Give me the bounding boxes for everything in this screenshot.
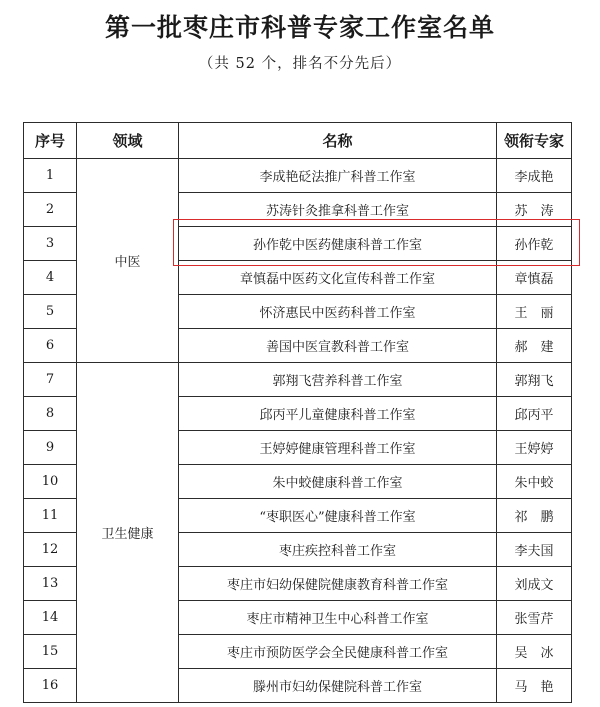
studio-name-cell: 善国中医宣教科普工作室 bbox=[179, 329, 497, 363]
expert-cell: 郭翔飞 bbox=[497, 363, 572, 397]
serial-cell: 1 bbox=[24, 159, 77, 193]
studio-name-cell: “枣职医心”健康科普工作室 bbox=[179, 499, 497, 533]
expert-cell: 苏 涛 bbox=[497, 193, 572, 227]
header-serial: 序号 bbox=[24, 123, 77, 159]
serial-cell: 11 bbox=[24, 499, 77, 533]
studio-name-cell: 滕州市妇幼保健院科普工作室 bbox=[179, 669, 497, 703]
table-body bbox=[24, 159, 572, 703]
serial-cell: 3 bbox=[24, 227, 77, 261]
serial-cell: 8 bbox=[24, 397, 77, 431]
serial-cell: 12 bbox=[24, 533, 77, 567]
expert-cell: 吴 冰 bbox=[497, 635, 572, 669]
document-subtitle: （共 52 个，排名不分先后） bbox=[198, 56, 402, 72]
field-cell: 卫生健康 bbox=[77, 363, 179, 703]
header-field: 领域 bbox=[77, 123, 179, 159]
expert-cell: 孙作乾 bbox=[497, 227, 572, 261]
studio-name-cell: 枣庄市精神卫生中心科普工作室 bbox=[179, 601, 497, 635]
serial-cell: 7 bbox=[24, 363, 77, 397]
expert-cell: 郝 建 bbox=[497, 329, 572, 363]
serial-cell: 6 bbox=[24, 329, 77, 363]
table-row bbox=[24, 159, 572, 193]
studio-name-cell: 郭翔飞营养科普工作室 bbox=[179, 363, 497, 397]
header-expert: 领衔专家 bbox=[497, 123, 572, 159]
serial-cell: 4 bbox=[24, 261, 77, 295]
studio-name-cell: 枣庄市妇幼保健院健康教育科普工作室 bbox=[179, 567, 497, 601]
document-title: 第一批枣庄市科普专家工作室名单 bbox=[104, 13, 495, 42]
header-name: 名称 bbox=[179, 123, 497, 159]
expert-cell: 刘成文 bbox=[497, 567, 572, 601]
field-cell: 中医 bbox=[77, 159, 179, 363]
expert-cell: 王 丽 bbox=[497, 295, 572, 329]
expert-cell: 王婷婷 bbox=[497, 431, 572, 465]
expert-cell: 邱丙平 bbox=[497, 397, 572, 431]
serial-cell: 2 bbox=[24, 193, 77, 227]
studio-table bbox=[23, 122, 572, 703]
expert-cell: 马 艳 bbox=[497, 669, 572, 703]
studio-name-cell: 怀济惠民中医药科普工作室 bbox=[179, 295, 497, 329]
studio-name-cell: 苏涛针灸推拿科普工作室 bbox=[179, 193, 497, 227]
studio-name-cell: 王婷婷健康管理科普工作室 bbox=[179, 431, 497, 465]
serial-cell: 14 bbox=[24, 601, 77, 635]
expert-cell: 李成艳 bbox=[497, 159, 572, 193]
serial-cell: 13 bbox=[24, 567, 77, 601]
table-header-row bbox=[24, 123, 572, 159]
studio-name-cell: 枣庄市预防医学会全民健康科普工作室 bbox=[179, 635, 497, 669]
expert-cell: 祁 鹏 bbox=[497, 499, 572, 533]
expert-cell: 朱中蛟 bbox=[497, 465, 572, 499]
expert-cell: 章慎磊 bbox=[497, 261, 572, 295]
studio-name-cell: 枣庄疾控科普工作室 bbox=[179, 533, 497, 567]
studio-name-cell: 朱中蛟健康科普工作室 bbox=[179, 465, 497, 499]
serial-cell: 5 bbox=[24, 295, 77, 329]
expert-cell: 李夫国 bbox=[497, 533, 572, 567]
serial-cell: 15 bbox=[24, 635, 77, 669]
serial-cell: 10 bbox=[24, 465, 77, 499]
serial-cell: 9 bbox=[24, 431, 77, 465]
serial-cell: 16 bbox=[24, 669, 77, 703]
expert-cell: 张雪芹 bbox=[497, 601, 572, 635]
studio-name-cell: 孙作乾中医药健康科普工作室 bbox=[179, 227, 497, 261]
table-row bbox=[24, 363, 572, 397]
studio-name-cell: 章慎磊中医药文化宣传科普工作室 bbox=[179, 261, 497, 295]
studio-name-cell: 李成艳砭法推广科普工作室 bbox=[179, 159, 497, 193]
studio-name-cell: 邱丙平儿童健康科普工作室 bbox=[179, 397, 497, 431]
